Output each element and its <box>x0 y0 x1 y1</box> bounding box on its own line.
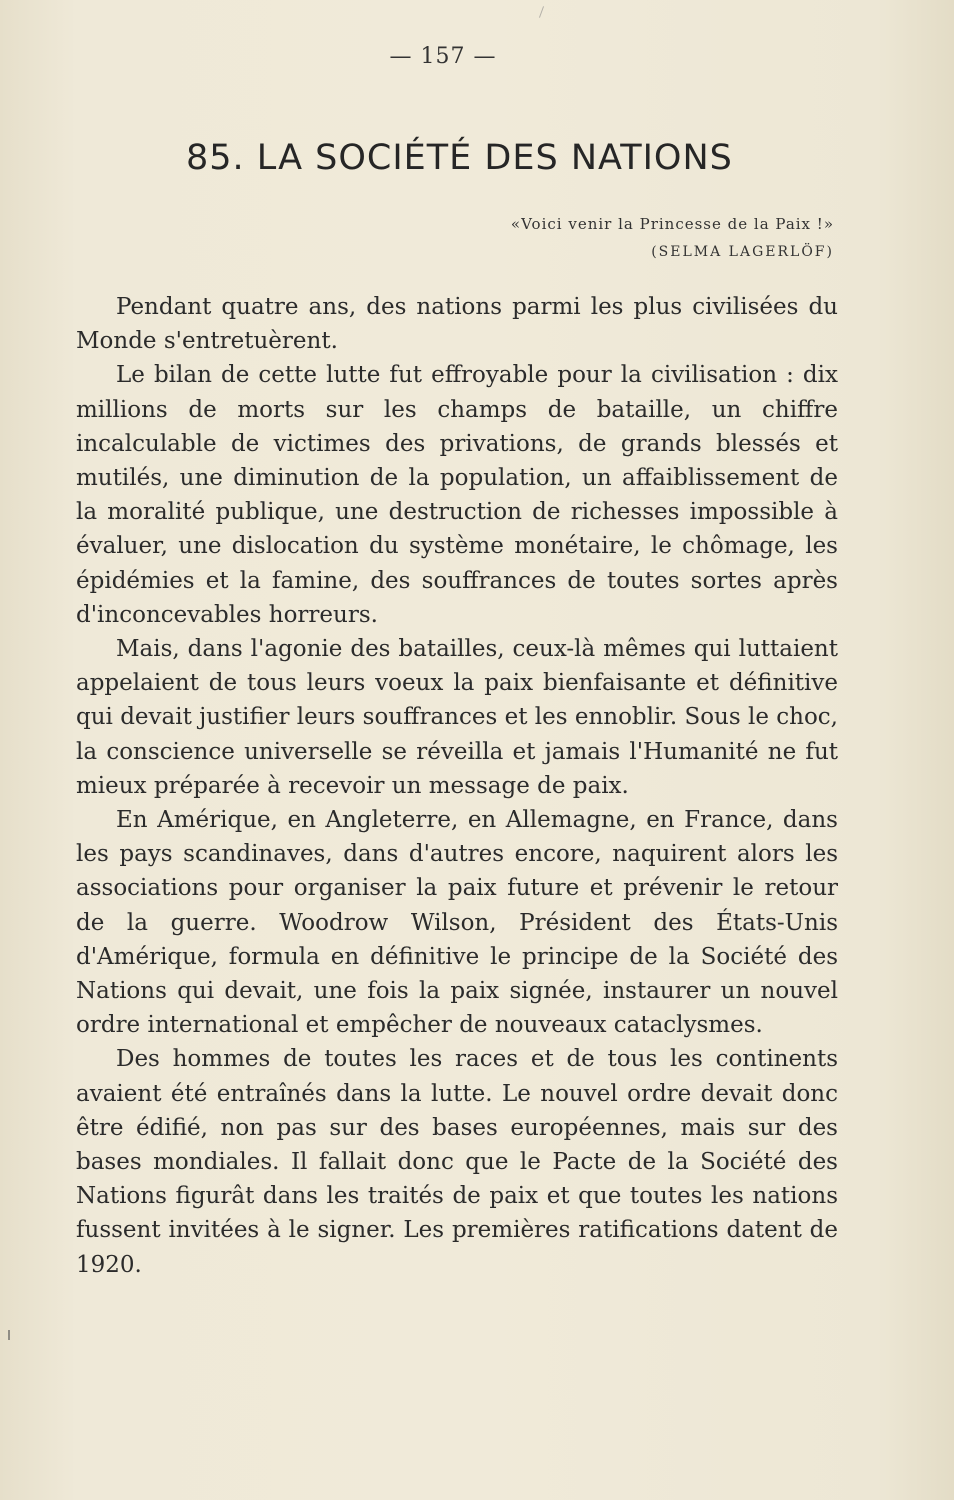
chapter-title: 85. LA SOCIÉTÉ DES NATIONS <box>186 138 733 178</box>
paragraph: Mais, dans l'agonie des batailles, ceux-là mêmes qui luttaient appelaient de tous leurs voeux la paix bienfaisante et définitive qui devait justifier leurs souffrances et les ennoblir. Sous le choc, la conscience universelle se réveilla et jamais l'Humanité ne fut mieux préparée à recevoir un message de paix. <box>76 636 838 799</box>
body-text <box>76 290 838 1282</box>
paragraph: En Amérique, en Angleterre, en Allemagne, en France, dans les pays scandinaves, dans d'autres encore, naquirent alors les associations pour organiser la paix future et prévenir le retour de la guerre. Woodrow Wilson, Président des États-Unis d'Amérique, formula en définitive le principe de la Société des Nations qui devait, une fois la paix signée, instaurer un nouvel ordre international et empêcher de nouveaux cataclysmes. <box>76 807 838 1039</box>
margin-mark <box>8 1330 10 1340</box>
paper-fleck <box>539 6 544 18</box>
paragraph: Des hommes de toutes les races et de tous les continents avaient été entraînés dans la lutte. Le nouvel ordre devait donc être édifié, non pas sur des bases européennes, mais sur des bases mondiales. Il fallait donc que le Pacte de la Société des Nations figurât dans les traités de paix et que toutes les nations fussent invitées à le signer. Les premières ratifications datent de 1920. <box>76 1046 838 1278</box>
epigraph-quote: «Voici venir la Princesse de la Paix !» <box>510 215 834 233</box>
paragraph: Pendant quatre ans, des nations parmi les plus civilisées du Monde s'entretuèrent. <box>76 294 838 355</box>
epigraph-author: (SELMA LAGERLÖF) <box>651 244 834 260</box>
epigraph <box>511 210 834 266</box>
page-number: — 157 — <box>389 44 497 69</box>
paragraph: Le bilan de cette lutte fut effroyable pour la civilisation : dix millions de morts sur les champs de bataille, un chiffre incalculable de victimes des privations, de grands blessés et mutilés, une diminution de la population, un affaiblissement de la moralité publique, une destruction de richesses impossible à évaluer, une dislocation du système monétaire, le chômage, les épidémies et la famine, des souffrances de toutes sortes après d'inconcevables horreurs. <box>76 362 838 628</box>
